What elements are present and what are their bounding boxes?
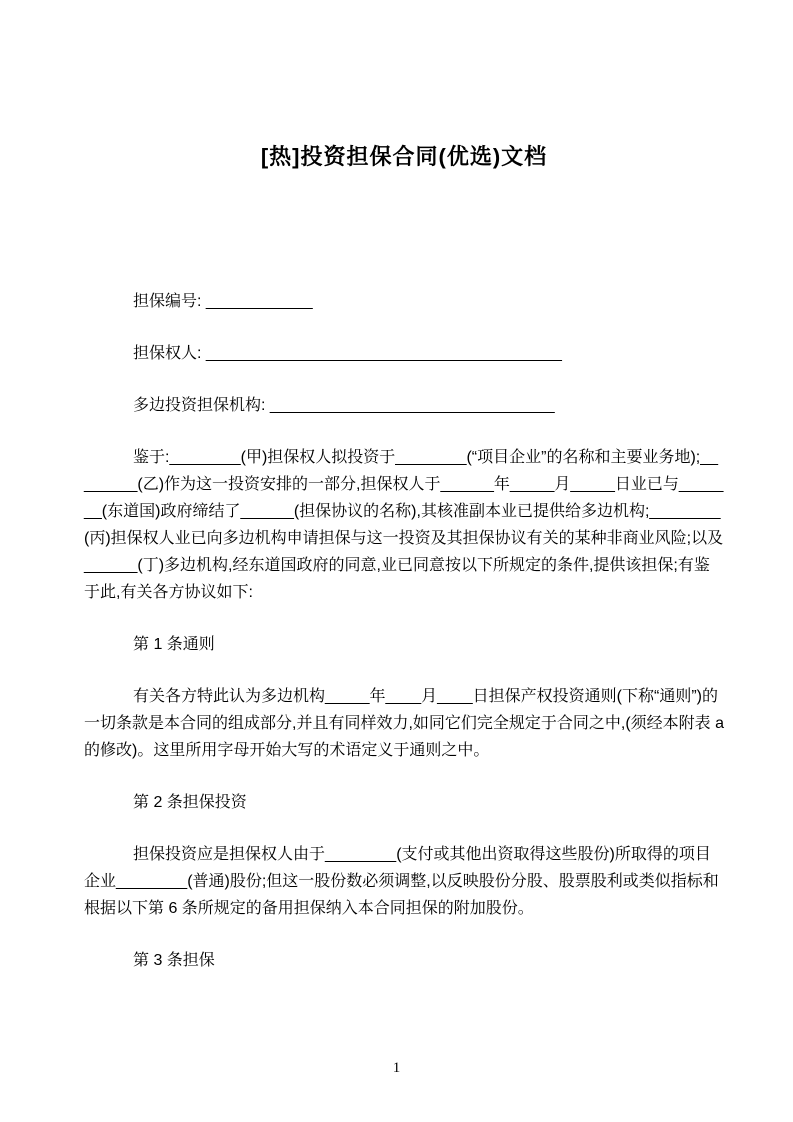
field-guarantee-number-label: 担保编号: xyxy=(133,293,202,310)
field-guarantee-number xyxy=(84,288,724,315)
field-multilateral-agency-blank: ________________________________ xyxy=(269,397,555,414)
field-guarantee-number-blank: ____________ xyxy=(205,293,313,310)
section-1-heading: 第 1 条通则 xyxy=(133,636,215,653)
field-guarantee-holder-label: 担保权人: xyxy=(133,345,202,362)
field-guarantee-holder-blank: ________________________________________ xyxy=(205,345,562,362)
field-multilateral-agency xyxy=(84,392,724,419)
document-title: [热]投资担保合同(优选)文档 xyxy=(260,144,548,169)
section-2-body: 担保投资应是担保权人由于________(支付或其他出资取得这些股份)所取得的项目企业________(普通)股份;但这一股份数必须调整,以反映股份分股、股票股利或类似指标和根据以下第 6 条所规定的备用担保纳入本合同担保的附加股份。 xyxy=(84,846,719,917)
section-2-heading: 第 2 条担保投资 xyxy=(133,794,247,811)
section-1-body: 有关各方特此认为多边机构_____年____月____日担保产权投资通则(下称“通则”)的一切条款是本合同的组成部分,并且有同样效力,如同它们完全规定于合同之中,(须经本附表 a 的修改)。这里所用字母开始大写的术语定义于通则之中。 xyxy=(84,688,725,759)
field-multilateral-agency-label: 多边投资担保机构: xyxy=(133,397,266,414)
section-3-heading: 第 3 条担保 xyxy=(133,952,215,969)
preamble-paragraph: 鉴于:________(甲)担保权人拟投资于________(“项目企业”的名称和主要业务地);________(乙)作为这一投资安排的一部分,担保权人于______年_____月_____日业已与_______(东道国)政府缔结了______(担保协议的名称),其核准副本业已提供给多边机构;________(丙)担保权人业已向多边机构申请担保与这一投资及其担保协议有关的某种非商业风险;以及______(丁)多边机构,经东道国政府的同意,业已同意按以下所规定的条件,提供该担保;有鉴于此,有关各方协议如下: xyxy=(84,449,724,601)
field-guarantee-holder xyxy=(84,340,724,367)
page-number: 1 xyxy=(392,1060,401,1076)
document-content xyxy=(0,142,793,974)
